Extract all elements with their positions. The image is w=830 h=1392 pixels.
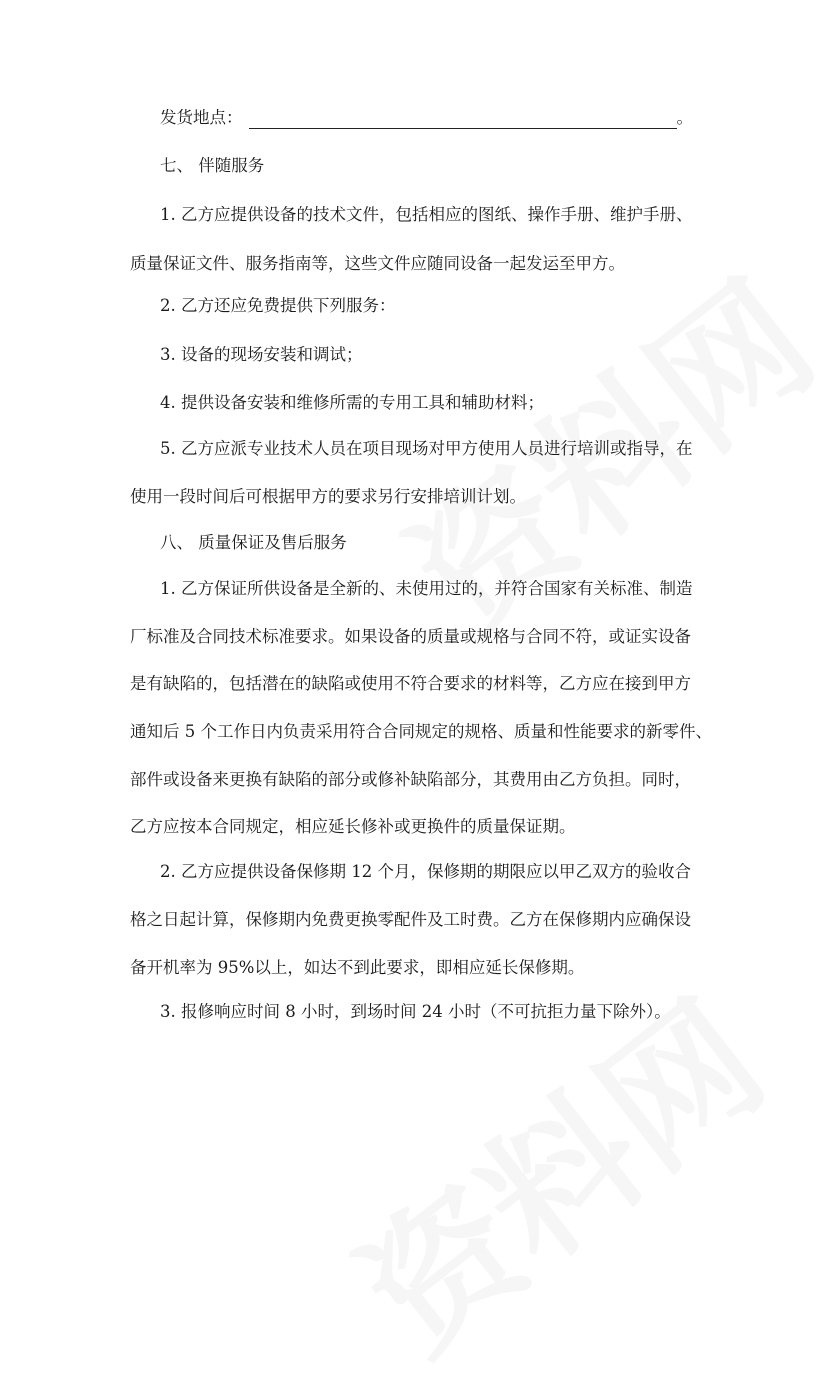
paragraph-line: 备开机率为 95%以上，如达不到此要求，即相应延长保修期。 (130, 958, 585, 977)
paragraph-line: 格之日起计算，保修期内免费更换零配件及工时费。乙方在保修期内应确保设 (130, 910, 691, 929)
section-heading-8: 八、 质量保证及售后服务 (160, 533, 347, 552)
paragraph-line: 2. 乙方应提供设备保修期 12 个月，保修期的期限应以甲乙双方的验收合 (160, 862, 691, 881)
paragraph-line: 通知后 5 个工作日内负责采用符合合同规定的规格、质量和性能要求的新零件、 (130, 722, 712, 741)
shipping-location-line (160, 107, 720, 129)
paragraph-line: 3. 设备的现场安装和调试； (160, 345, 363, 364)
shipping-end-punct: 。 (676, 108, 693, 127)
paragraph-line: 5. 乙方应派专业技术人员在项目现场对甲方使用人员进行培训或指导，在 (160, 439, 693, 458)
paragraph-line: 质量保证文件、服务指南等，这些文件应随同设备一起发运至甲方。 (130, 254, 625, 273)
shipping-label: 发货地点： (160, 108, 243, 127)
paragraph-line: 部件或设备来更换有缺陷的部分或修补缺陷部分，其费用由乙方负担。同时， (130, 770, 691, 789)
paragraph-line: 4. 提供设备安装和维修所需的专用工具和辅助材料； (160, 393, 544, 412)
shipping-blank-field (249, 108, 677, 129)
paragraph-line: 是有缺陷的，包括潜在的缺陷或使用不符合要求的材料等，乙方应在接到甲方 (130, 674, 691, 693)
paragraph-line: 2. 乙方还应免费提供下列服务： (160, 296, 396, 315)
paragraph-line: 使用一段时间后可根据甲方的要求另行安排培训计划。 (130, 487, 526, 506)
paragraph-line: 乙方应按本合同规定，相应延长修补或更换件的质量保证期。 (130, 817, 576, 836)
paragraph-line: 厂标准及合同技术标准要求。如果设备的质量或规格与合同不符，或证实设备 (130, 627, 691, 646)
paragraph-line: 1. 乙方保证所供设备是全新的、未使用过的，并符合国家有关标准、制造 (160, 579, 693, 598)
paragraph-line: 1. 乙方应提供设备的技术文件，包括相应的图纸、操作手册、维护手册、 (160, 205, 693, 224)
paragraph-line: 3. 报修响应时间 8 小时，到场时间 24 小时（不可抗拒力量下除外）。 (160, 1002, 671, 1021)
section-heading-7: 七、 伴随服务 (160, 156, 265, 175)
